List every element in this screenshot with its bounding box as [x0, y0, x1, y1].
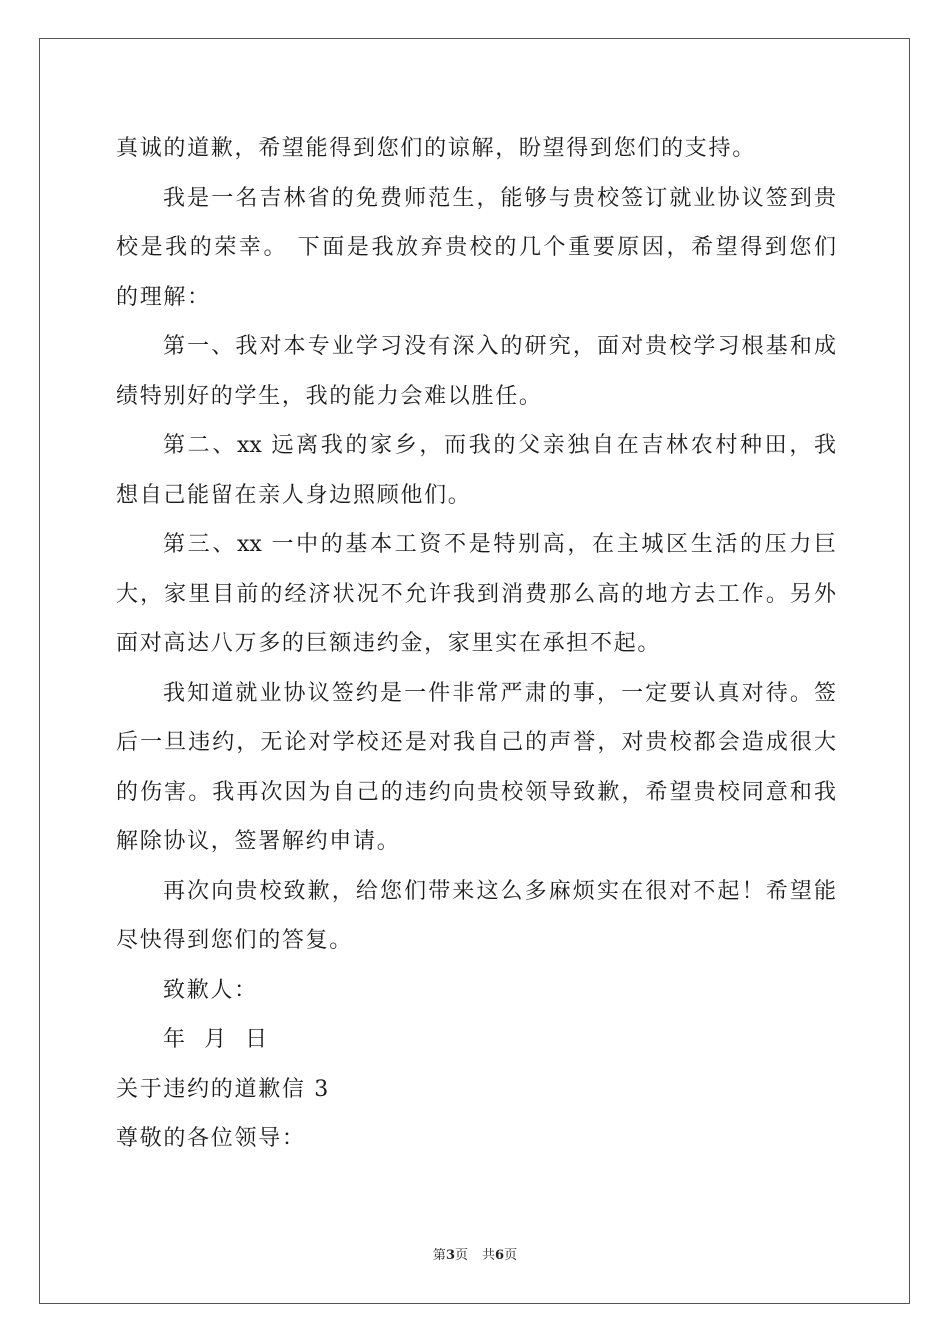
text-line: 第一、我对本专业学习没有深入的研究，面对贵校学习根基和成 [163, 334, 836, 359]
date-line: 年 月 日 [163, 1027, 269, 1052]
page-number: 3 [445, 1248, 455, 1263]
text-line: 后一旦违约，无论对学校还是对我自己的声誉，对贵校都会造成很大 [116, 730, 836, 755]
page-footer [0, 1246, 950, 1266]
text-line: 绩特别好的学生，我的能力会难以胜任。 [116, 383, 543, 409]
total-pages: 6 [495, 1248, 505, 1263]
text-line: 我是一名吉林省的免费师范生，能够与贵校签订就业协议签到贵 [163, 185, 836, 211]
text-line: 再次向贵校致歉，给您们带来这么多麻烦实在很对不起！希望能 [163, 878, 836, 904]
document-body [116, 124, 836, 1164]
text-line: 真诚的道歉，希望能得到您们的谅解，盼望得到您们的支持。 [116, 136, 756, 161]
signature-label: 致歉人： [163, 977, 258, 1003]
text-line: 第三、xx 一中的基本工资不是特别高，在主城区生活的压力巨 [163, 532, 836, 557]
text-line: 解除协议，签署解约申请。 [116, 829, 401, 854]
page-prefix: 第 [432, 1248, 446, 1263]
text-line: 大，家里目前的经济状况不允许我到消费那么高的地方去工作。另外 [116, 581, 836, 607]
text-line: 面对高达八万多的巨额违约金，家里实在承担不起。 [116, 631, 662, 656]
text-line: 我知道就业协议签约是一件非常严肃的事，一定要认真对待。签 [163, 680, 836, 706]
page-suffix: 页 [454, 1248, 468, 1263]
text-line: 校是我的荣幸。 下面是我放弃贵校的几个重要原因，希望得到您们 [116, 235, 836, 260]
text-line: 第二、xx 远离我的家乡，而我的父亲独自在吉林农村种田，我 [163, 433, 836, 458]
total-suffix: 页 [504, 1248, 518, 1263]
salutation: 尊敬的各位领导： [116, 1126, 306, 1151]
text-line: 的伤害。我再次因为自己的违约向贵校领导致歉，希望贵校同意和我 [116, 779, 836, 805]
text-line: 尽快得到您们的答复。 [116, 928, 354, 953]
text-line: 想自己能留在亲人身边照顾他们。 [116, 482, 472, 508]
text-line: 的理解： [116, 284, 211, 310]
total-prefix: 共 [482, 1248, 496, 1263]
section-heading: 关于违约的道歉信 3 [116, 1076, 330, 1102]
